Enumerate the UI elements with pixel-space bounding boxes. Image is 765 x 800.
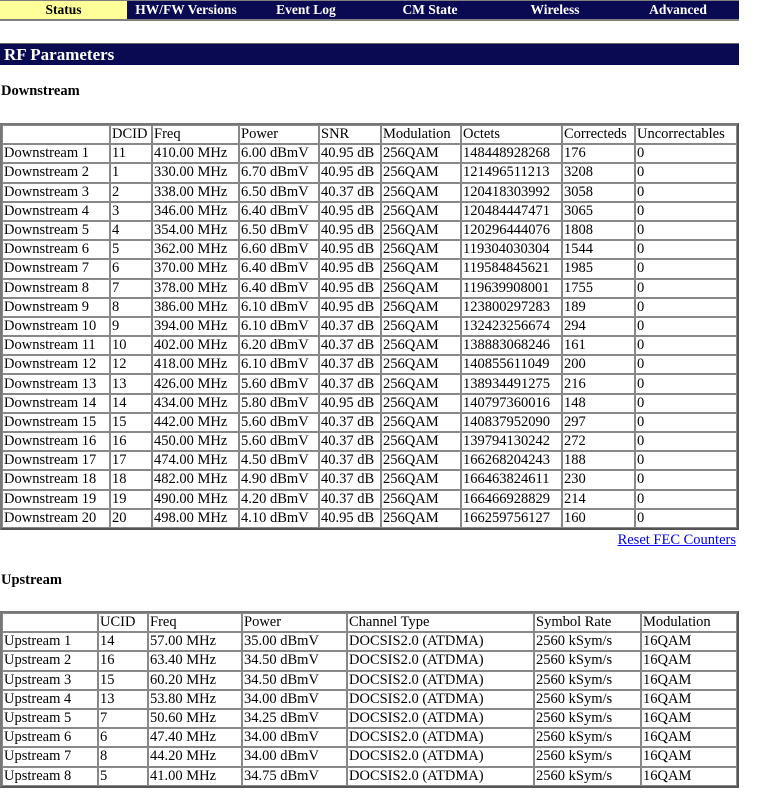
table-cell: Upstream 3 bbox=[2, 671, 98, 690]
table-cell: 120296444076 bbox=[461, 221, 562, 240]
table-cell: Downstream 7 bbox=[2, 259, 110, 278]
table-cell: Downstream 4 bbox=[2, 202, 110, 221]
table-row bbox=[2, 690, 737, 709]
table-cell: 498.00 MHz bbox=[152, 509, 239, 528]
column-header: Freq bbox=[148, 613, 242, 632]
table-cell: 0 bbox=[635, 298, 737, 317]
table-cell: 1808 bbox=[562, 221, 635, 240]
table-cell: 214 bbox=[562, 490, 635, 509]
table-cell: 6.40 dBmV bbox=[239, 202, 319, 221]
table-cell: 256QAM bbox=[381, 279, 461, 298]
table-cell: 16QAM bbox=[641, 651, 737, 670]
table-cell: 4 bbox=[110, 221, 152, 240]
table-cell: 13 bbox=[98, 690, 148, 709]
table-cell: 6.20 dBmV bbox=[239, 336, 319, 355]
table-cell: 40.95 dB bbox=[319, 163, 381, 182]
table-cell: 176 bbox=[562, 144, 635, 163]
table-cell: 0 bbox=[635, 202, 737, 221]
table-cell: 0 bbox=[635, 317, 737, 336]
table-cell: Upstream 7 bbox=[2, 747, 98, 766]
table-cell: 0 bbox=[635, 394, 737, 413]
table-cell: 40.95 dB bbox=[319, 221, 381, 240]
table-cell: 15 bbox=[98, 671, 148, 690]
table-cell: 119304030304 bbox=[461, 240, 562, 259]
table-cell: 14 bbox=[110, 394, 152, 413]
downstream-header-row bbox=[2, 125, 737, 144]
table-cell: 256QAM bbox=[381, 317, 461, 336]
table-cell: 6 bbox=[110, 259, 152, 278]
table-cell: 40.95 dB bbox=[319, 298, 381, 317]
table-cell: 12 bbox=[110, 355, 152, 374]
table-cell: Downstream 12 bbox=[2, 355, 110, 374]
table-cell: Upstream 8 bbox=[2, 767, 98, 786]
table-cell: 40.95 dB bbox=[319, 144, 381, 163]
table-cell: 40.37 dB bbox=[319, 374, 381, 393]
table-cell: 166268204243 bbox=[461, 451, 562, 470]
table-cell: 2560 kSym/s bbox=[534, 767, 641, 786]
table-cell: Upstream 1 bbox=[2, 632, 98, 651]
table-cell: 189 bbox=[562, 298, 635, 317]
table-cell: 2560 kSym/s bbox=[534, 690, 641, 709]
table-cell: 60.20 MHz bbox=[148, 671, 242, 690]
table-cell: 40.37 dB bbox=[319, 490, 381, 509]
table-cell: 16 bbox=[110, 432, 152, 451]
column-header: SNR bbox=[319, 125, 381, 144]
table-cell: 4.90 dBmV bbox=[239, 470, 319, 489]
column-header: Freq bbox=[152, 125, 239, 144]
table-cell: Downstream 8 bbox=[2, 279, 110, 298]
table-row bbox=[2, 298, 737, 317]
table-cell: Downstream 15 bbox=[2, 413, 110, 432]
column-header: Octets bbox=[461, 125, 562, 144]
table-cell: 121496511213 bbox=[461, 163, 562, 182]
table-cell: 47.40 MHz bbox=[148, 728, 242, 747]
nav-tab-status[interactable]: Status bbox=[0, 1, 127, 19]
table-cell: Upstream 6 bbox=[2, 728, 98, 747]
table-cell: 256QAM bbox=[381, 240, 461, 259]
top-nav-bar bbox=[0, 0, 739, 21]
table-cell: 6.10 dBmV bbox=[239, 317, 319, 336]
table-cell: 0 bbox=[635, 355, 737, 374]
table-cell: 256QAM bbox=[381, 394, 461, 413]
table-row bbox=[2, 355, 737, 374]
table-cell: 297 bbox=[562, 413, 635, 432]
table-cell: 482.00 MHz bbox=[152, 470, 239, 489]
table-cell: 474.00 MHz bbox=[152, 451, 239, 470]
table-cell: 6.40 dBmV bbox=[239, 259, 319, 278]
table-row bbox=[2, 279, 737, 298]
table-cell: Downstream 1 bbox=[2, 144, 110, 163]
table-cell: 44.20 MHz bbox=[148, 747, 242, 766]
table-row bbox=[2, 451, 737, 470]
table-cell: 216 bbox=[562, 374, 635, 393]
table-cell: 294 bbox=[562, 317, 635, 336]
table-cell: 34.00 dBmV bbox=[242, 690, 347, 709]
table-cell: 15 bbox=[110, 413, 152, 432]
nav-tab-advanced[interactable]: Advanced bbox=[617, 1, 739, 19]
table-cell: 148448928268 bbox=[461, 144, 562, 163]
table-cell: 256QAM bbox=[381, 183, 461, 202]
table-cell: 34.50 dBmV bbox=[242, 671, 347, 690]
table-cell: 20 bbox=[110, 509, 152, 528]
table-cell: 120418303992 bbox=[461, 183, 562, 202]
table-cell: 338.00 MHz bbox=[152, 183, 239, 202]
table-row bbox=[2, 374, 737, 393]
table-cell: 6.50 dBmV bbox=[239, 183, 319, 202]
table-cell: 490.00 MHz bbox=[152, 490, 239, 509]
table-cell: 34.00 dBmV bbox=[242, 747, 347, 766]
table-cell: 4.50 dBmV bbox=[239, 451, 319, 470]
table-row bbox=[2, 163, 737, 182]
column-header: Correcteds bbox=[562, 125, 635, 144]
table-cell: Downstream 20 bbox=[2, 509, 110, 528]
column-header: Modulation bbox=[381, 125, 461, 144]
table-cell: 256QAM bbox=[381, 163, 461, 182]
table-cell: 7 bbox=[98, 709, 148, 728]
table-row bbox=[2, 240, 737, 259]
table-cell: DOCSIS2.0 (ATDMA) bbox=[347, 632, 534, 651]
table-cell: 123800297283 bbox=[461, 298, 562, 317]
table-cell: 34.50 dBmV bbox=[242, 651, 347, 670]
table-cell: 166259756127 bbox=[461, 509, 562, 528]
table-cell: 370.00 MHz bbox=[152, 259, 239, 278]
table-cell: 256QAM bbox=[381, 355, 461, 374]
table-cell: 6.10 dBmV bbox=[239, 355, 319, 374]
table-row bbox=[2, 728, 737, 747]
table-cell: 256QAM bbox=[381, 259, 461, 278]
table-row bbox=[2, 183, 737, 202]
table-cell: 50.60 MHz bbox=[148, 709, 242, 728]
table-cell: 1755 bbox=[562, 279, 635, 298]
table-cell: 6.60 dBmV bbox=[239, 240, 319, 259]
table-cell: 34.75 dBmV bbox=[242, 767, 347, 786]
table-cell: 40.37 dB bbox=[319, 336, 381, 355]
section-title-bar: RF Parameters bbox=[0, 43, 739, 65]
table-cell: 19 bbox=[110, 490, 152, 509]
table-cell: Downstream 3 bbox=[2, 183, 110, 202]
table-cell: 40.95 dB bbox=[319, 202, 381, 221]
table-cell: Downstream 17 bbox=[2, 451, 110, 470]
table-cell: 0 bbox=[635, 279, 737, 298]
table-cell: 40.95 dB bbox=[319, 240, 381, 259]
table-cell: 16QAM bbox=[641, 767, 737, 786]
table-cell: 2560 kSym/s bbox=[534, 709, 641, 728]
column-header: Channel Type bbox=[347, 613, 534, 632]
table-cell: Downstream 6 bbox=[2, 240, 110, 259]
table-row bbox=[2, 709, 737, 728]
table-cell: 9 bbox=[110, 317, 152, 336]
table-cell: 4.10 dBmV bbox=[239, 509, 319, 528]
table-cell: 3058 bbox=[562, 183, 635, 202]
table-cell: 166466928829 bbox=[461, 490, 562, 509]
table-cell: 8 bbox=[110, 298, 152, 317]
table-cell: 7 bbox=[110, 279, 152, 298]
table-cell: 200 bbox=[562, 355, 635, 374]
table-cell: 256QAM bbox=[381, 298, 461, 317]
table-cell: 35.00 dBmV bbox=[242, 632, 347, 651]
table-cell: 188 bbox=[562, 451, 635, 470]
table-row bbox=[2, 336, 737, 355]
nav-tab-cm-state[interactable]: CM State bbox=[367, 1, 493, 19]
table-cell: 11 bbox=[110, 144, 152, 163]
column-header: Power bbox=[242, 613, 347, 632]
table-cell: 16QAM bbox=[641, 728, 737, 747]
table-cell: 140855611049 bbox=[461, 355, 562, 374]
table-cell: Downstream 16 bbox=[2, 432, 110, 451]
table-cell: 140797360016 bbox=[461, 394, 562, 413]
table-cell: 1544 bbox=[562, 240, 635, 259]
table-cell: 434.00 MHz bbox=[152, 394, 239, 413]
table-cell: 330.00 MHz bbox=[152, 163, 239, 182]
table-row bbox=[2, 144, 737, 163]
table-cell: 40.95 dB bbox=[319, 509, 381, 528]
table-cell: 402.00 MHz bbox=[152, 336, 239, 355]
table-cell: 0 bbox=[635, 144, 737, 163]
column-header bbox=[2, 613, 98, 632]
table-cell: 40.95 dB bbox=[319, 259, 381, 278]
table-cell: 161 bbox=[562, 336, 635, 355]
table-cell: 2 bbox=[110, 183, 152, 202]
downstream-heading: Downstream bbox=[1, 83, 80, 99]
table-cell: 450.00 MHz bbox=[152, 432, 239, 451]
table-cell: 18 bbox=[110, 470, 152, 489]
table-cell: 120484447471 bbox=[461, 202, 562, 221]
table-cell: 166463824611 bbox=[461, 470, 562, 489]
downstream-table bbox=[0, 123, 739, 530]
table-cell: 6.50 dBmV bbox=[239, 221, 319, 240]
table-cell: 0 bbox=[635, 413, 737, 432]
table-cell: 6.10 dBmV bbox=[239, 298, 319, 317]
table-row bbox=[2, 221, 737, 240]
table-cell: 256QAM bbox=[381, 490, 461, 509]
table-cell: 8 bbox=[98, 747, 148, 766]
table-cell: 160 bbox=[562, 509, 635, 528]
table-cell: 17 bbox=[110, 451, 152, 470]
table-cell: 0 bbox=[635, 221, 737, 240]
table-cell: Downstream 13 bbox=[2, 374, 110, 393]
table-cell: 148 bbox=[562, 394, 635, 413]
table-cell: 5.60 dBmV bbox=[239, 374, 319, 393]
table-cell: 230 bbox=[562, 470, 635, 489]
table-row bbox=[2, 413, 737, 432]
table-cell: 1985 bbox=[562, 259, 635, 278]
table-cell: Downstream 14 bbox=[2, 394, 110, 413]
table-cell: Downstream 5 bbox=[2, 221, 110, 240]
table-cell: 6.70 dBmV bbox=[239, 163, 319, 182]
table-cell: 0 bbox=[635, 374, 737, 393]
table-cell: DOCSIS2.0 (ATDMA) bbox=[347, 671, 534, 690]
table-cell: 16QAM bbox=[641, 709, 737, 728]
upstream-heading: Upstream bbox=[1, 572, 62, 588]
table-cell: DOCSIS2.0 (ATDMA) bbox=[347, 651, 534, 670]
nav-tab-wireless[interactable]: Wireless bbox=[493, 1, 617, 19]
table-cell: 16QAM bbox=[641, 690, 737, 709]
table-cell: Downstream 9 bbox=[2, 298, 110, 317]
table-cell: 256QAM bbox=[381, 336, 461, 355]
table-row bbox=[2, 509, 737, 528]
table-cell: 0 bbox=[635, 259, 737, 278]
table-cell: 6.40 dBmV bbox=[239, 279, 319, 298]
table-row bbox=[2, 317, 737, 336]
nav-tab-hw-fw-versions[interactable]: HW/FW Versions bbox=[127, 1, 245, 19]
table-cell: 16QAM bbox=[641, 747, 737, 766]
table-row bbox=[2, 470, 737, 489]
reset-fec-counters-link[interactable]: Reset FEC Counters bbox=[617, 532, 736, 548]
table-cell: 346.00 MHz bbox=[152, 202, 239, 221]
table-cell: Downstream 2 bbox=[2, 163, 110, 182]
table-cell: 256QAM bbox=[381, 221, 461, 240]
table-cell: 14 bbox=[98, 632, 148, 651]
table-cell: 256QAM bbox=[381, 470, 461, 489]
table-row bbox=[2, 394, 737, 413]
table-cell: 272 bbox=[562, 432, 635, 451]
table-cell: 2560 kSym/s bbox=[534, 632, 641, 651]
upstream-header-row bbox=[2, 613, 737, 632]
table-cell: 10 bbox=[110, 336, 152, 355]
table-cell: 57.00 MHz bbox=[148, 632, 242, 651]
table-cell: 40.37 dB bbox=[319, 470, 381, 489]
table-row bbox=[2, 651, 737, 670]
table-cell: 6 bbox=[98, 728, 148, 747]
table-cell: 256QAM bbox=[381, 509, 461, 528]
upstream-table bbox=[0, 611, 739, 788]
table-cell: DOCSIS2.0 (ATDMA) bbox=[347, 690, 534, 709]
table-cell: 3065 bbox=[562, 202, 635, 221]
table-row bbox=[2, 490, 737, 509]
table-row bbox=[2, 671, 737, 690]
table-cell: 34.25 dBmV bbox=[242, 709, 347, 728]
table-cell: 40.37 dB bbox=[319, 317, 381, 336]
table-cell: 16QAM bbox=[641, 671, 737, 690]
column-header: DCID bbox=[110, 125, 152, 144]
table-cell: Downstream 19 bbox=[2, 490, 110, 509]
table-cell: 40.37 dB bbox=[319, 355, 381, 374]
table-cell: 40.95 dB bbox=[319, 394, 381, 413]
table-cell: 0 bbox=[635, 470, 737, 489]
table-cell: Upstream 4 bbox=[2, 690, 98, 709]
table-cell: 5 bbox=[110, 240, 152, 259]
table-cell: DOCSIS2.0 (ATDMA) bbox=[347, 709, 534, 728]
table-cell: 5.80 dBmV bbox=[239, 394, 319, 413]
table-cell: 40.37 dB bbox=[319, 432, 381, 451]
table-cell: 40.37 dB bbox=[319, 413, 381, 432]
table-cell: 140837952090 bbox=[461, 413, 562, 432]
table-row bbox=[2, 747, 737, 766]
table-cell: 362.00 MHz bbox=[152, 240, 239, 259]
table-cell: 40.95 dB bbox=[319, 279, 381, 298]
table-row bbox=[2, 432, 737, 451]
table-cell: 3208 bbox=[562, 163, 635, 182]
table-cell: 119639908001 bbox=[461, 279, 562, 298]
table-cell: 256QAM bbox=[381, 451, 461, 470]
column-header: Modulation bbox=[641, 613, 737, 632]
table-cell: 2560 kSym/s bbox=[534, 651, 641, 670]
table-cell: 139794130242 bbox=[461, 432, 562, 451]
table-row bbox=[2, 202, 737, 221]
table-cell: 0 bbox=[635, 163, 737, 182]
table-cell: 132423256674 bbox=[461, 317, 562, 336]
table-cell: 0 bbox=[635, 509, 737, 528]
table-cell: 0 bbox=[635, 240, 737, 259]
table-cell: 34.00 dBmV bbox=[242, 728, 347, 747]
table-cell: 256QAM bbox=[381, 202, 461, 221]
table-cell: 442.00 MHz bbox=[152, 413, 239, 432]
table-cell: 3 bbox=[110, 202, 152, 221]
table-cell: 0 bbox=[635, 336, 737, 355]
table-row bbox=[2, 259, 737, 278]
table-cell: 0 bbox=[635, 490, 737, 509]
table-cell: 378.00 MHz bbox=[152, 279, 239, 298]
table-cell: 138883068246 bbox=[461, 336, 562, 355]
table-cell: Upstream 5 bbox=[2, 709, 98, 728]
table-cell: 256QAM bbox=[381, 413, 461, 432]
column-header: Power bbox=[239, 125, 319, 144]
table-cell: Upstream 2 bbox=[2, 651, 98, 670]
table-cell: 41.00 MHz bbox=[148, 767, 242, 786]
table-cell: 418.00 MHz bbox=[152, 355, 239, 374]
table-cell: 5 bbox=[98, 767, 148, 786]
table-cell: 410.00 MHz bbox=[152, 144, 239, 163]
table-cell: Downstream 11 bbox=[2, 336, 110, 355]
table-cell: DOCSIS2.0 (ATDMA) bbox=[347, 747, 534, 766]
table-cell: 5.60 dBmV bbox=[239, 432, 319, 451]
table-cell: 53.80 MHz bbox=[148, 690, 242, 709]
table-cell: 256QAM bbox=[381, 144, 461, 163]
table-cell: Downstream 18 bbox=[2, 470, 110, 489]
table-cell: 63.40 MHz bbox=[148, 651, 242, 670]
column-header: Symbol Rate bbox=[534, 613, 641, 632]
table-row bbox=[2, 767, 737, 786]
table-cell: 1 bbox=[110, 163, 152, 182]
table-cell: 5.60 dBmV bbox=[239, 413, 319, 432]
table-cell: 0 bbox=[635, 451, 737, 470]
table-cell: 426.00 MHz bbox=[152, 374, 239, 393]
column-header bbox=[2, 125, 110, 144]
table-cell: 386.00 MHz bbox=[152, 298, 239, 317]
table-row bbox=[2, 632, 737, 651]
table-cell: 256QAM bbox=[381, 374, 461, 393]
table-cell: 2560 kSym/s bbox=[534, 728, 641, 747]
table-cell: DOCSIS2.0 (ATDMA) bbox=[347, 767, 534, 786]
table-cell: 4.20 dBmV bbox=[239, 490, 319, 509]
table-cell: 2560 kSym/s bbox=[534, 671, 641, 690]
column-header: UCID bbox=[98, 613, 148, 632]
table-cell: 0 bbox=[635, 183, 737, 202]
table-cell: 119584845621 bbox=[461, 259, 562, 278]
table-cell: 13 bbox=[110, 374, 152, 393]
table-cell: 40.37 dB bbox=[319, 451, 381, 470]
table-cell: 16QAM bbox=[641, 632, 737, 651]
table-cell: 354.00 MHz bbox=[152, 221, 239, 240]
table-cell: 6.00 dBmV bbox=[239, 144, 319, 163]
table-cell: 2560 kSym/s bbox=[534, 747, 641, 766]
column-header: Uncorrectables bbox=[635, 125, 737, 144]
table-cell: 138934491275 bbox=[461, 374, 562, 393]
nav-tab-event-log[interactable]: Event Log bbox=[245, 1, 367, 19]
table-cell: 256QAM bbox=[381, 432, 461, 451]
table-cell: 0 bbox=[635, 432, 737, 451]
table-cell: DOCSIS2.0 (ATDMA) bbox=[347, 728, 534, 747]
table-cell: 394.00 MHz bbox=[152, 317, 239, 336]
table-cell: 40.37 dB bbox=[319, 183, 381, 202]
table-cell: Downstream 10 bbox=[2, 317, 110, 336]
table-cell: 16 bbox=[98, 651, 148, 670]
